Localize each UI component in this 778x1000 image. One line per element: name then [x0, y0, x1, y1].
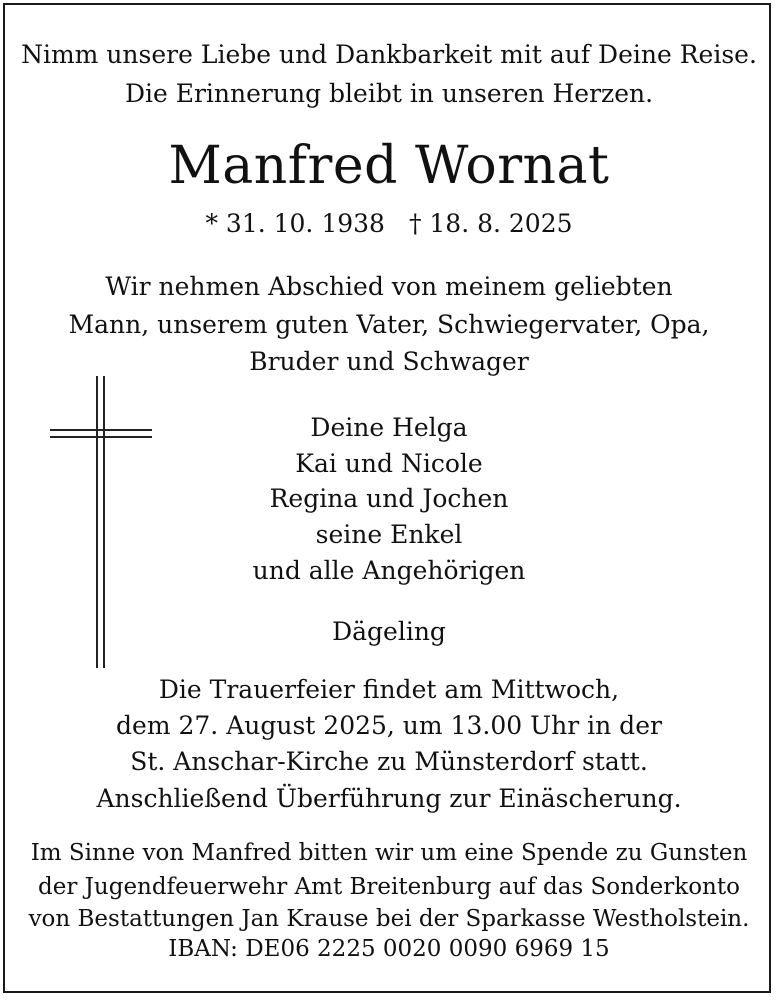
- mourner-3: Regina und Jochen: [269, 484, 509, 513]
- mourner-4: seine Enkel: [315, 520, 463, 549]
- farewell-line-1: Wir nehmen Abschied von meinem geliebten: [105, 272, 673, 301]
- donation-line-1: Im Sinne von Manfred bitten wir um eine Spende zu Gunsten: [30, 840, 748, 866]
- life-dates: [0, 209, 778, 239]
- mourner-1: Deine Helga: [310, 413, 468, 442]
- deceased-name: Manfred Wornat: [168, 136, 610, 196]
- place-name: Dägeling: [332, 617, 446, 646]
- intro-line-1: Nimm unsere Liebe und Dankbarkeit mit auf Deine Reise.: [21, 40, 757, 69]
- mourner-2: Kai und Nicole: [295, 449, 483, 478]
- ceremony-line-1: Die Trauerfeier findet am Mittwoch,: [158, 675, 620, 704]
- ceremony-line-3: St. Anschar-Kirche zu Münsterdorf statt.: [130, 747, 648, 776]
- death-date: † 18. 8. 2025: [408, 209, 573, 238]
- donation-iban: IBAN: DE06 2225 0020 0090 6969 15: [168, 936, 610, 962]
- birth-date: * 31. 10. 1938: [205, 209, 385, 238]
- donation-line-3: von Bestattungen Jan Krause bei der Sparkasse Westholstein.: [28, 906, 750, 932]
- ceremony-line-2: dem 27. August 2025, um 13.00 Uhr in der: [116, 711, 662, 740]
- donation-line-2: der Jugendfeuerwehr Amt Breitenburg auf das Sonderkonto: [38, 874, 740, 900]
- farewell-line-3: Bruder und Schwager: [249, 347, 529, 376]
- mourner-5: und alle Angehörigen: [252, 556, 526, 585]
- farewell-line-2: Mann, unserem guten Vater, Schwiegervater, Opa,: [68, 310, 710, 339]
- intro-line-2: Die Erinnerung bleibt in unseren Herzen.: [124, 79, 654, 108]
- ceremony-line-4: Anschließend Überführung zur Einäscherung.: [96, 784, 682, 813]
